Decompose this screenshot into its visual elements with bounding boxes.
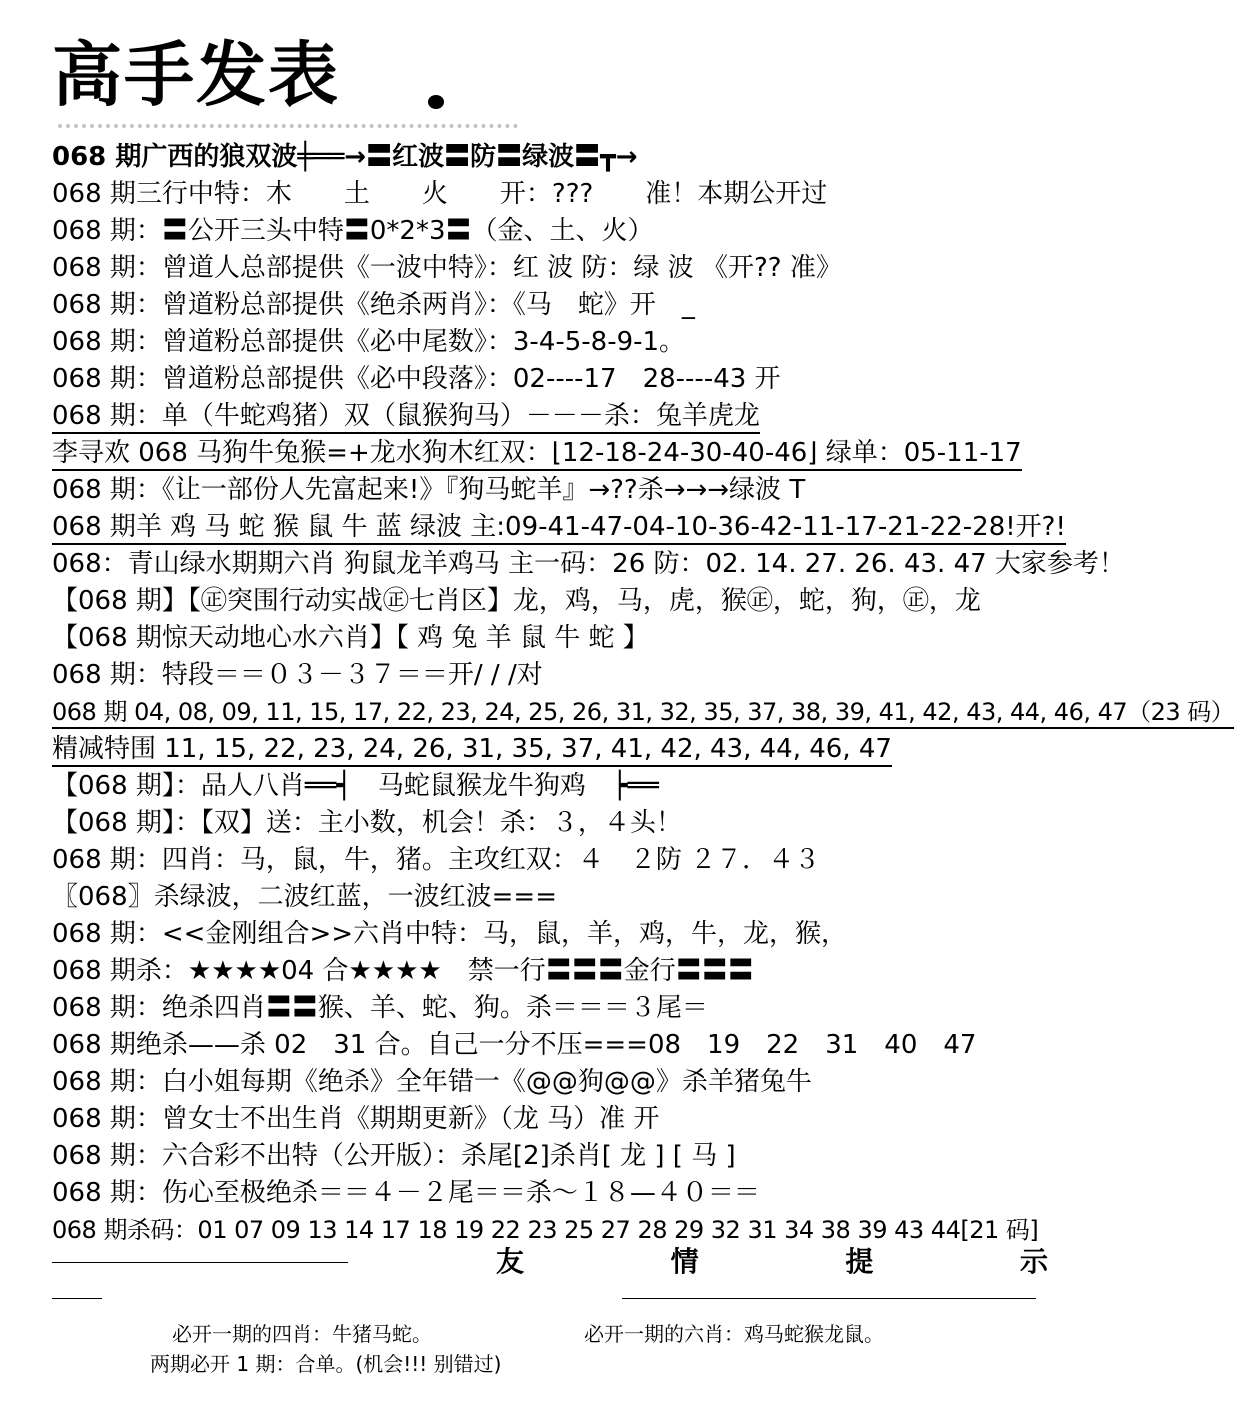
prediction-line xyxy=(52,435,1052,472)
prediction-line-text: 068 期 04, 08, 09, 11, 15, 17, 22, 23, 24, 25, 26, 31, 32, 35, 37, 38, 39, 41, 42, 43, 44, 46, 47（23 码） xyxy=(52,698,1234,729)
prediction-line-text: 068 期杀：★★★★04 合★★★★ 禁一行〓〓〓金行〓〓〓 xyxy=(52,956,754,986)
prediction-line xyxy=(52,1101,1052,1138)
prediction-line-text: 〖068〗杀绿波，二波红蓝，一波红波=== xyxy=(52,882,557,912)
prediction-line xyxy=(52,1175,1052,1212)
prediction-line xyxy=(52,731,1052,768)
prediction-line xyxy=(52,916,1052,953)
divider-right xyxy=(622,1298,1036,1299)
prediction-line-text: 068 期：六合彩不出特（公开版）：杀尾[2]杀肖[ 龙 ] [ 马 ] xyxy=(52,1141,736,1171)
note-four-zodiac: 必开一期的四肖：牛猪马蛇。 xyxy=(172,1322,432,1346)
prediction-line xyxy=(52,509,1066,546)
heading-char: 情 xyxy=(670,1245,699,1278)
prediction-line xyxy=(52,842,1052,879)
prediction-line xyxy=(52,361,1052,398)
prediction-line xyxy=(52,694,1234,731)
prediction-line-text: 【068 期】：品人八肖══┥ 马蛇鼠猴龙牛狗鸡 ┝══ xyxy=(52,771,659,801)
prediction-line xyxy=(52,250,1052,287)
prediction-line xyxy=(52,990,1052,1027)
prediction-line xyxy=(52,1138,1052,1175)
heading-char: 提 xyxy=(845,1245,874,1278)
prediction-line-text: 068 期：绝杀四肖〓〓猴、羊、蛇、狗。杀＝＝＝３尾＝ xyxy=(52,993,708,1023)
prediction-line-text: 068 期：四肖：马，鼠，牛，猪。主攻红双：４ ２防 ２７．４３ xyxy=(52,845,821,875)
prediction-line-text: 068 期：<<金刚组合>>六肖中特：马，鼠，羊，鸡，牛，龙，猴， xyxy=(52,919,848,949)
prediction-lines xyxy=(52,139,1234,1249)
title-dot-mark xyxy=(428,95,444,109)
prediction-line-text: 068 期：特段＝＝０３－３７＝＝开/ / /对 xyxy=(52,660,543,690)
prediction-line-text: 068 期：伤心至极绝杀＝＝４－２尾＝＝杀～１８—４０＝＝ xyxy=(52,1178,760,1208)
divider-left-short xyxy=(52,1298,102,1299)
prediction-line xyxy=(52,768,1052,805)
prediction-line-text: 068 期羊 鸡 马 蛇 猴 鼠 牛 蓝 绿波 主:09-41-47-04-10-36-42-11-17-21-22-28!开?! xyxy=(52,512,1066,545)
prediction-line-text: 068 期：曾道粉总部提供《必中段落》：02----17 28----43 开 xyxy=(52,364,781,394)
prediction-line xyxy=(52,620,1052,657)
prediction-line-text: 【068 期】：【双】送：主小数，机会！杀：３，４头！ xyxy=(52,808,682,838)
prediction-line-text: 068 期：《让一部份人先富起来!》『狗马蛇羊』→??杀→→→绿波 T xyxy=(52,475,806,505)
prediction-line xyxy=(52,287,1052,324)
divider-left xyxy=(52,1262,348,1263)
prediction-line-text: 068 期广西的狼双波╪══→〓红波〓防〓绿波〓┳→ xyxy=(52,142,638,172)
prediction-line-text: 068 期绝杀——杀 02 31 合。自己一分不压===08 19 22 31 40 47 xyxy=(52,1030,977,1060)
friendly-tip-heading xyxy=(496,1240,1048,1280)
prediction-line-text: 068：青山绿水期期六肖 狗鼠龙羊鸡马 主一码：26 防：02. 14. 27. 26. 43. 47 大家参考！ xyxy=(52,549,1125,579)
prediction-line-text: 068 期：单（牛蛇鸡猪）双（鼠猴狗马）－－－杀：兔羊虎龙 xyxy=(52,401,760,434)
heading-char: 友 xyxy=(496,1245,525,1278)
note-six-zodiac: 必开一期的六肖：鸡马蛇猴龙鼠。 xyxy=(584,1322,884,1346)
prediction-line-text: 【068 期惊天动地心水六肖】【 鸡 兔 羊 鼠 牛 蛇 】 xyxy=(52,623,649,653)
prediction-line-text: 068 期杀码：01 07 09 13 14 17 18 19 22 23 25 27 28 29 32 31 34 38 39 43 44[21 码] xyxy=(52,1216,1039,1244)
prediction-line-text: 068 期：白小姐每期《绝杀》全年错一《@@狗@@》杀羊猪兔牛 xyxy=(52,1067,812,1097)
prediction-line xyxy=(52,546,1125,583)
prediction-line xyxy=(52,472,1052,509)
prediction-line-text: 068 期：曾道人总部提供《一波中特》：红 波 防：绿 波 《开?? 准》 xyxy=(52,253,842,283)
prediction-line-text: 李寻欢 068 马狗牛兔猴=+龙水狗木红双：⌊12-18-24-30-40-46⌋ 绿单：05-11-17 xyxy=(52,438,1022,471)
prediction-line xyxy=(52,1064,1052,1101)
faint-scan-artifact xyxy=(58,124,518,136)
prediction-line xyxy=(52,657,1052,694)
prediction-line-text: 068 期：〓公开三头中特〓0*2*3〓（金、土、火） xyxy=(52,216,654,246)
prediction-line xyxy=(52,953,1052,990)
prediction-line xyxy=(52,805,1052,842)
prediction-line-text: 068 期：曾女士不出生肖《期期更新》（龙 马）准 开 xyxy=(52,1104,660,1134)
prediction-line xyxy=(52,879,1052,916)
prediction-line xyxy=(52,583,1052,620)
prediction-line-text: 068 期：曾道粉总部提供《必中尾数》：3-4-5-8-9-1。 xyxy=(52,327,686,357)
prediction-line xyxy=(52,213,1052,250)
prediction-line-text: 精减特围 11, 15, 22, 23, 24, 26, 31, 35, 37, 41, 42, 43, 44, 46, 47 xyxy=(52,734,892,767)
prediction-line-text: 【068 期】【㊣突围行动实战㊣七肖区】龙，鸡，马，虎，猴㊣，蛇，狗，㊣，龙 xyxy=(52,586,981,616)
prediction-line xyxy=(52,1027,1052,1064)
heading-char: 示 xyxy=(1019,1245,1048,1278)
prediction-line xyxy=(52,398,1052,435)
note-two-periods: 两期必开 1 期：合单。(机会!!! 别错过) xyxy=(150,1352,502,1376)
prediction-line xyxy=(52,139,1052,176)
prediction-line-text: 068 期：曾道粉总部提供《绝杀两肖》：《马 蛇》开 _ xyxy=(52,290,695,320)
prediction-line xyxy=(52,176,1052,213)
page-title: 高手发表 xyxy=(52,34,340,116)
prediction-line-text: 068 期三行中特：木 土 火 开：??? 准！本期公开过 xyxy=(52,179,828,209)
prediction-line xyxy=(52,324,1052,361)
